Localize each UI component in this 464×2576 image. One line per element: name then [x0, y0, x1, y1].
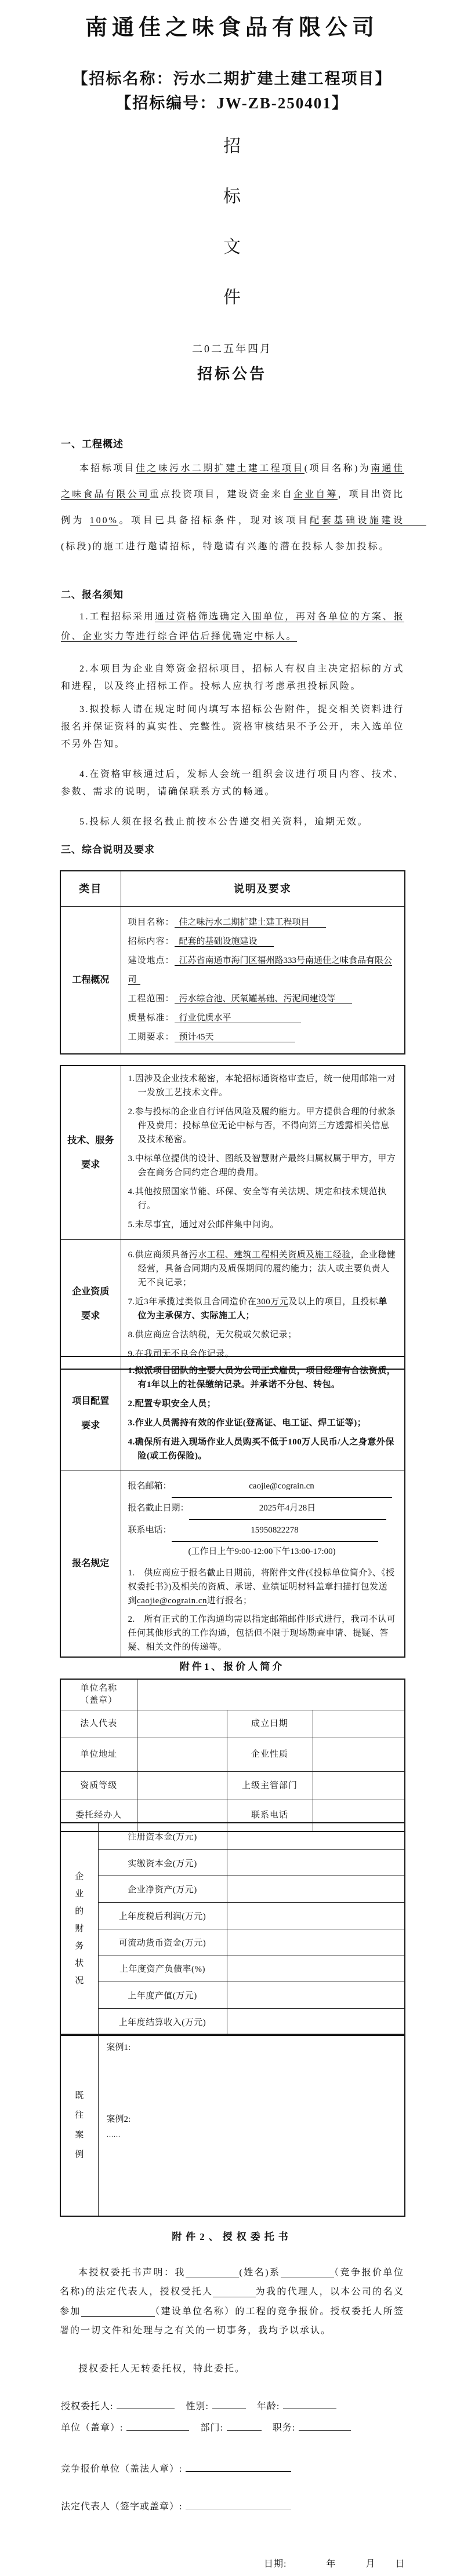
list-item: 4.其他按照国家节能、环保、安全等有关法规、规定和技术规范执行。 [128, 1187, 387, 1210]
spec-table-config-reg [60, 1356, 405, 1658]
sign-label-legal-rep: 法定代表人（签字或盖章）: [61, 2502, 183, 2512]
text-run: 。项目已具备招标条件，现对该项目 [118, 516, 310, 526]
input-cell-qualification-grade [137, 1772, 227, 1800]
section2-heading: 二、报名须知 [61, 589, 124, 600]
input-cell-settlement-income [227, 2008, 405, 2035]
spec-table-tech-qual [60, 1065, 405, 1370]
field-reg-email [128, 1476, 397, 1498]
financial-status-table [60, 1822, 405, 2036]
list-item [128, 1248, 397, 1290]
text-run: （竞争报价单位名称)的法定代表人，授权受托人 [60, 2268, 404, 2297]
input-cell-liquid-funds [227, 1929, 405, 1955]
field-label: 报名截止日期： [128, 1504, 189, 1513]
header-category: 类目 [60, 871, 121, 907]
registration-content [121, 1471, 405, 1658]
text-run: 单位为主承保方、实际施工人； [137, 1297, 387, 1320]
input-cell-registered-capital [227, 1823, 405, 1849]
field-label: 建设地点： [128, 956, 175, 965]
list-item: 4.确保所有进入现场作业人员购买不低于100万人民币/人之身意外保险(或工伤保险)。 [128, 1437, 394, 1461]
notice-item-1 [61, 607, 404, 647]
text-run: 配套基础设施建设 [310, 516, 404, 526]
label-line: 要求 [81, 1421, 100, 1431]
table-row-tech [60, 1066, 405, 1240]
fill-blank [227, 2421, 262, 2431]
field-label: 招标内容： [128, 937, 175, 946]
list-item: 2. 所有正式的工作沟通均需以指定邮箱邮件形式进行，我司不认可任何其他形式的工作沟通，包括但不限于现场勘查申请、提疑、答疑、相关文件的传递等。 [128, 1615, 396, 1652]
case2-label: 案例2: [106, 2115, 131, 2124]
overview-paragraph [61, 455, 404, 560]
doc-type-char: 件 [223, 288, 241, 307]
table-row-finance [60, 2008, 405, 2035]
input-cell-legal-rep [137, 1710, 227, 1738]
doc-type-char: 文 [223, 238, 241, 257]
input-cell-unit-name [137, 1679, 405, 1710]
label-registered-capital: 注册资本金(万元) [98, 1823, 227, 1849]
text-run: 本授权委托书声明：我 [78, 2268, 186, 2278]
text-run [81, 2307, 155, 2317]
sign-line-agent [61, 2399, 404, 2412]
label-establish-date: 成立日期 [227, 1710, 313, 1738]
field-label: 工程范围： [128, 994, 175, 1004]
table-row-legal-rep [60, 1710, 405, 1738]
list-item [128, 1295, 397, 1323]
date-line: 日期: 年 月 日 [264, 2559, 405, 2569]
field-reg-phone [128, 1520, 397, 1542]
text-run [281, 2268, 334, 2278]
sign-line-legal-rep [61, 2499, 404, 2512]
bidder-profile-table [60, 1679, 405, 1832]
tender-no-line: 【招标编号：JW-ZB-250401】 [115, 94, 349, 112]
field-label: 质量标准： [128, 1013, 175, 1023]
table-row-finance [60, 1823, 405, 1849]
text-run: （建设单位名称）的工程的竞争报价。授权委托人所签署的一切文件和处理与之有关的一切事务，我均予以承认。 [60, 2306, 404, 2336]
field-value: 2025年4月28日 [189, 1498, 386, 1520]
vertical-label-financial-status: 企 业 的 财 务 状 况 [60, 1823, 98, 2035]
text-run: 及以上的项目，且投标 [288, 1297, 379, 1307]
notice-item-2: 2.本项目为企业自筹资金招标项目，招标人有权自主决定招标的方式和进程，以及终止招标工作。投标人应执行考虑承担投标风险。 [61, 664, 404, 691]
text-run: 100% [89, 516, 118, 526]
input-cell-net-assets [227, 1876, 405, 1903]
row-label-project-config [60, 1356, 121, 1471]
sign-label-agent: 授权委托人: [61, 2402, 114, 2411]
tech-service-content [121, 1066, 405, 1240]
list-item: 2.配置专职安全人员； [128, 1399, 216, 1409]
text-run [213, 2287, 255, 2297]
list-item: 3.中标单位提供的设计、图纸及智慧财产最终归属权属于甲方，甲方会在商务合同约定合理的费用。 [128, 1154, 396, 1177]
label-legal-rep: 法人代表 [60, 1710, 137, 1738]
table-header-row [60, 871, 405, 907]
label-line: 技术、服务 [67, 1135, 114, 1145]
field-project-name [128, 913, 397, 932]
project-config-content [121, 1356, 405, 1471]
label-contact-phone: 联系电话 [227, 1800, 313, 1832]
list-item [128, 1566, 397, 1608]
qualification-content [121, 1240, 405, 1370]
notice-item-4: 4.在资格审核通过后，发标人会统一组织会议进行项目内容、技术、参数、需求的说明，请确保联系方式的畅通。 [61, 769, 404, 797]
label-line: 企业资质 [72, 1287, 110, 1297]
table-row-address [60, 1738, 405, 1772]
sign-label-department: 部门: [200, 2423, 223, 2433]
label-nature: 企业性质 [227, 1738, 313, 1772]
label-liquid-funds: 可流动货币资金(万元) [98, 1929, 227, 1955]
doc-type-char: 招 [223, 137, 241, 156]
doc-type-vertical-title [0, 138, 464, 307]
label-line: 要求 [81, 1159, 100, 1170]
field-label: 报名邮箱： [128, 1482, 172, 1491]
input-cell-output-value [227, 1982, 405, 2009]
text-run: 1. 供应商应于报名截止日期前，将附件文件(《投标单位简介》、《授权委托书》)及相关的资质、承诺、业绩证明材料盖章扫描打包发送到 [128, 1568, 395, 1606]
field-value: 江苏省南通市海门区福州路333号南通佳之味食品有限公司 [128, 956, 393, 984]
label-address: 单位地址 [60, 1738, 137, 1772]
list-item: 5.未尽事宜，通过对公邮件集中问询。 [128, 1220, 279, 1229]
label-line: 项目配置 [72, 1396, 110, 1406]
input-cell-after-tax-profit [227, 1903, 405, 1929]
list-item: 3.作业人员需持有效的作业证(登高证、电工证、焊工证等)； [128, 1418, 367, 1428]
list-item: 1.因涉及企业技术秘密，本轮招标通资格审查后，统一使用邮箱一对一发放工艺技术文件。 [128, 1074, 396, 1097]
label-line: 单位名称 [80, 1684, 118, 1693]
table-row-config [60, 1356, 405, 1471]
table-row-finance [60, 1903, 405, 1929]
label-superior-dept: 上级主管部门 [227, 1772, 313, 1800]
field-project-scope [128, 990, 397, 1009]
table-row-finance [60, 1929, 405, 1955]
table-row-qualification [60, 1240, 405, 1370]
notice-item-5: 5.投标人须在报名截止前按本公告递交相关资料，逾期无效。 [79, 817, 369, 827]
authorization-paragraph-2: 授权委托人无转委托权，特此委托。 [78, 2364, 246, 2374]
row-label-qualification [60, 1240, 121, 1370]
text-run: (姓名)系 [239, 2268, 281, 2278]
sign-label-age: 年龄: [256, 2402, 280, 2411]
text-run: 进行报名； [207, 1596, 252, 1606]
text-run: 300万元 [256, 1297, 289, 1307]
section1-heading: 一、工程概述 [61, 439, 124, 450]
past-cases-table [60, 2034, 405, 2217]
list-item: 1.拟派项目团队的主要人员为公司正式雇员，项目经理有合法资质，有1年以上的社保缴纳记录。并承诺不分包、转包。 [128, 1366, 396, 1389]
field-value: 配套的基础设施建设 [175, 937, 274, 947]
text-run [186, 2268, 239, 2278]
label-net-assets: 企业净资产(万元) [98, 1876, 227, 1903]
text-run: (标段)的施工进行邀请招标，特邀请有兴趣的潜在投标人参加投标。 [61, 542, 390, 552]
row-label-project-overview: 工程概况 [60, 907, 121, 1055]
text-run: caojie@cograin.cn [137, 1596, 208, 1606]
text-run: (项目名称)为 [304, 464, 371, 473]
text-run: 企业自筹 [293, 490, 338, 499]
text-run: 本招标项目 [79, 464, 136, 473]
working-hours-note: (工作日上午9:00-12:00下午13:00-17:00) [188, 1547, 336, 1556]
fill-blank [126, 2421, 189, 2431]
text-run: 佳之味污水二期扩建土建工程项目 [135, 464, 304, 473]
table-row-registration [60, 1471, 405, 1658]
field-label: 联系电话： [128, 1526, 172, 1535]
input-cell-paid-in-capital [227, 1849, 405, 1876]
field-construction-site [128, 951, 397, 990]
table-row-unit-name [60, 1679, 405, 1710]
sign-line-unit [61, 2420, 404, 2433]
table-row-cases [60, 2034, 405, 2216]
text-run: ，企业稳健经营，具备合同期内及质保期间的履约能力；法人或主要负责人无不良记录； [137, 1250, 396, 1287]
case1-label: 案例1: [106, 2043, 131, 2052]
text-run: ，项目出资比例为 [61, 490, 404, 526]
label-unit-name [60, 1679, 137, 1710]
input-cell-debt-ratio [227, 1955, 405, 1982]
table-row-finance [60, 1849, 405, 1876]
field-label: 项目名称： [128, 918, 175, 927]
fill-blank [212, 2399, 246, 2409]
input-cell-nature [313, 1738, 405, 1772]
label-after-tax-profit: 上年度税后利润(万元) [98, 1903, 227, 1929]
vertical-label-past-cases: 既 往 案 例 [60, 2034, 98, 2216]
label-paid-in-capital: 实缴资本金(万元) [98, 1849, 227, 1876]
label-line: 要求 [81, 1311, 100, 1321]
sign-label-position: 职务: [272, 2423, 296, 2433]
header-requirements: 说明及要求 [121, 871, 405, 907]
table-row-finance [60, 1982, 405, 2009]
authorization-paragraph [60, 2263, 404, 2341]
label-line: （盖章） [80, 1696, 118, 1705]
fill-blank [186, 2462, 291, 2472]
field-value: 佳之味污水二期扩建土建工程项目 [175, 918, 326, 928]
table-row-qualification-grade [60, 1772, 405, 1800]
project-overview-content [121, 907, 405, 1055]
fill-blank [117, 2399, 175, 2409]
field-value: 行业优质水平 [175, 1013, 301, 1023]
row-label-tech-service [60, 1066, 121, 1240]
list-item: 8.供应商应合法纳税，无欠税或欠款记录； [128, 1330, 297, 1340]
text-run: 南通佳之味食品有限公司 [61, 464, 404, 499]
fill-blank [186, 2500, 291, 2509]
sign-line-bid-unit [61, 2461, 404, 2475]
cover-date: 二0二五年四月 [192, 343, 272, 355]
field-reg-deadline [128, 1498, 397, 1520]
company-title: 南通佳之味食品有限公司 [85, 16, 379, 40]
text-run: 1.工程招标采用 [79, 612, 155, 622]
list-item: 9.在我司无不良合作记录。 [128, 1349, 234, 1359]
sign-label-bid-unit: 竞争报价单位（盖法人章）: [61, 2464, 183, 2474]
text-run: 重点投资项目，建设资金来自 [149, 490, 294, 499]
announcement-title: 招标公告 [197, 366, 267, 382]
attachment2-title: 附件2、授权委托书 [172, 2231, 292, 2242]
row-label-registration: 报名规定 [60, 1471, 121, 1658]
notice-item-3: 3.拟投标人请在规定时间内填写本招标公告附件，提交相关资料进行报名并保证资料的真实性、完整性。资格审核结果不予公开，未入选单位不另外告知。 [61, 705, 405, 749]
table-row-finance [60, 1876, 405, 1903]
text-run: 7.近3年承揽过类似且合同造价在 [128, 1297, 257, 1307]
label-debt-ratio: 上年度资产负债率(%) [98, 1955, 227, 1982]
case-more-ellipsis: …… [106, 2130, 121, 2139]
table-row-finance [60, 1955, 405, 1982]
field-value: caojie@cograin.cn [172, 1476, 392, 1498]
field-value: 预计45天 [175, 1032, 295, 1042]
text-run: 6.供应商须具备 [128, 1250, 189, 1260]
field-duration [128, 1028, 397, 1047]
field-label: 工期要求： [128, 1032, 175, 1042]
field-tender-content [128, 932, 397, 951]
label-settlement-income: 上年度结算收入(万元) [98, 2008, 227, 2035]
text-run: 污水工程、建筑工程相关资质及施工经验 [188, 1250, 351, 1260]
sign-label-gender: 性别: [186, 2402, 209, 2411]
label-qualification-grade: 资质等级 [60, 1772, 137, 1800]
tender-name-line: 【招标名称：污水二期扩建土建工程项目】 [72, 70, 392, 87]
text-run: 为我的代理人，以本公司的名义参加 [60, 2287, 404, 2316]
doc-type-char: 标 [223, 187, 241, 206]
input-cell-establish-date [313, 1710, 405, 1738]
attachment1-title: 附件1、报价人简介 [179, 1661, 285, 1672]
field-quality-standard [128, 1009, 397, 1028]
field-value: 污水综合池、厌氧罐基础、污泥间建设等 [175, 994, 352, 1004]
section3-heading: 三、综合说明及要求 [61, 844, 155, 855]
cases-content [98, 2034, 405, 2216]
field-value: 15950822278 [172, 1520, 378, 1542]
text-run: 通过资格筛选确定入围单位，再对各单位的方案、报价、企业实力等进行综合评估后择优确定中标人。 [61, 612, 404, 641]
text-run [404, 516, 426, 526]
table-row-overview [60, 907, 405, 1055]
sign-label-unit: 单位（盖章）: [61, 2423, 124, 2433]
label-agent: 委托经办人 [60, 1800, 137, 1832]
label-output-value: 上年度产值(万元) [98, 1982, 227, 2009]
input-cell-address [137, 1738, 227, 1772]
list-item: 2.参与投标的企业自行评估风险及履约能力。甲方提供合理的付款条件及费用；投标单位无论中标与否，不得向第三方透露相关信息及技术秘密。 [128, 1107, 396, 1144]
fill-blank [283, 2399, 336, 2409]
input-cell-superior-dept [313, 1772, 405, 1800]
fill-blank [299, 2421, 351, 2431]
spec-table-overview [60, 870, 405, 1055]
